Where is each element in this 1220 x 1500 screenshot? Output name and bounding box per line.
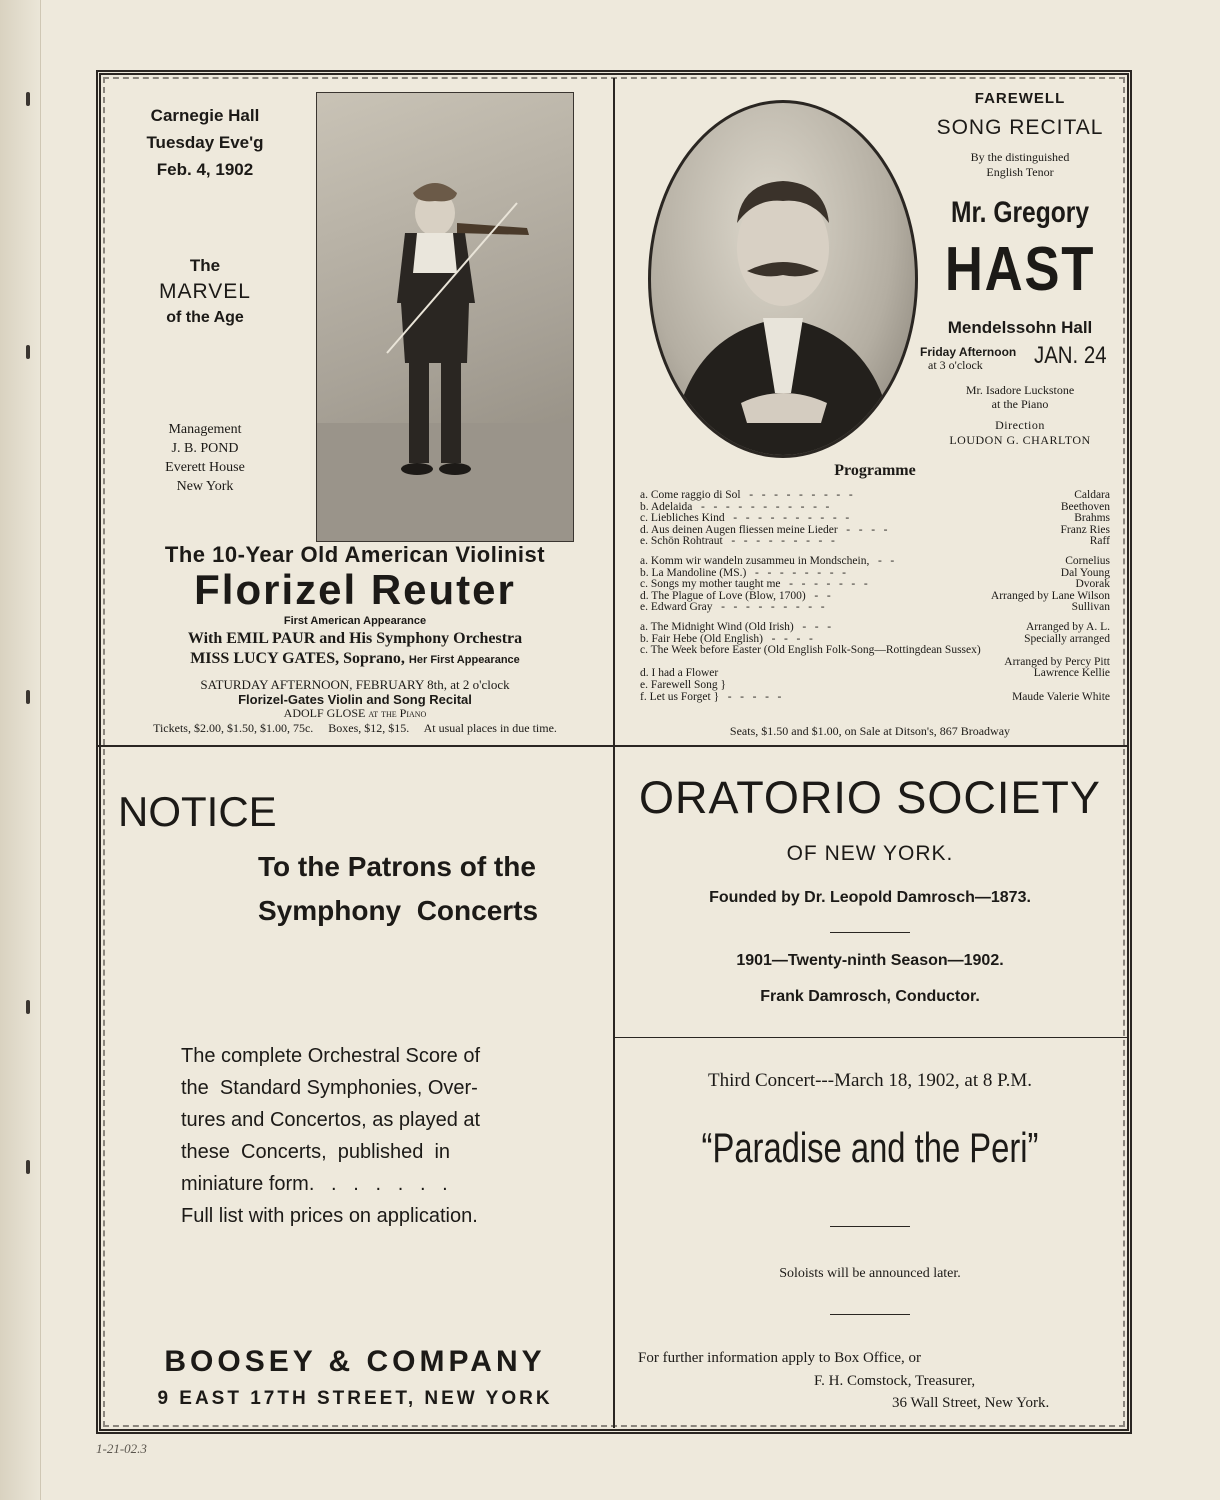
tenor-surname: HAST bbox=[944, 235, 1096, 304]
programme-piece: c. The Week before Easter (Old English Folk-Song—Rottingdean Sussex) bbox=[640, 644, 981, 657]
company-name: BOOSEY & COMPANY bbox=[164, 1345, 546, 1378]
venue-line: Feb. 4, 1902 bbox=[156, 160, 254, 179]
direction-block bbox=[912, 418, 1128, 448]
patrons-line: To the Patrons of the bbox=[258, 851, 536, 882]
tagline-line: The bbox=[189, 256, 221, 275]
programme-composer: Arranged by Lane Wilson bbox=[990, 589, 1110, 602]
first-appearance: First American Appearance bbox=[283, 615, 427, 627]
by-line-text: English Tenor bbox=[986, 165, 1054, 179]
tagline-block bbox=[140, 254, 270, 330]
pianist-block bbox=[912, 383, 1128, 411]
concert-line: Third Concert---March 18, 1902, at 8 P.M. bbox=[708, 1070, 1032, 1091]
saturday-line: SATURDAY AFTERNOON, FEBRUARY 8th, at 2 o'clock bbox=[200, 677, 510, 692]
recital-line: Florizel-Gates Violin and Song Recital bbox=[238, 692, 472, 707]
boosey-body bbox=[181, 1040, 521, 1232]
programme-composer: Raff bbox=[1089, 535, 1110, 548]
binding-stitch bbox=[26, 1000, 30, 1014]
section-rule bbox=[613, 1037, 1128, 1038]
society-subtitle: OF NEW YORK. bbox=[786, 842, 954, 865]
management-block bbox=[130, 420, 280, 496]
patrons-block bbox=[258, 845, 538, 933]
info-line: F. H. Comstock, Treasurer, bbox=[814, 1373, 976, 1389]
programme-piece: a. The Midnight Wind (Old Irish) - - - bbox=[640, 621, 832, 633]
binding-stitch bbox=[26, 690, 30, 704]
programme-composer: Maude Valerie White bbox=[1012, 690, 1110, 703]
body-line: Full list with prices on application. bbox=[181, 1205, 478, 1227]
recital-date: JAN. 24 bbox=[1034, 342, 1107, 369]
conductor-line: Frank Damrosch, Conductor. bbox=[760, 988, 980, 1005]
info-line: For further information apply to Box Office, or bbox=[638, 1350, 921, 1366]
body-line: miniature form. . . . . . . bbox=[181, 1173, 448, 1195]
by-line-text: By the distinguished bbox=[970, 150, 1070, 164]
soprano-note: Her First Appearance bbox=[408, 654, 520, 666]
programme-piece: e. Schön Rohtraut - - - - - - - - - bbox=[640, 535, 835, 548]
programme-composer: Arranged by A. L. bbox=[1026, 621, 1110, 633]
programme-piece: c. Liebliches Kind - - - - - - - - - - bbox=[640, 512, 850, 525]
direction-line: LOUDON G. CHARLTON bbox=[949, 433, 1091, 447]
management-line: J. B. POND bbox=[171, 441, 239, 456]
soloists-line: Soloists will be announced later. bbox=[779, 1266, 961, 1281]
programme-composer: Lawrence Kellie bbox=[1033, 667, 1110, 680]
programme-piece: c. Songs my mother taught me - - - - - - - bbox=[640, 578, 868, 591]
pianist-line: at the Piano bbox=[991, 397, 1049, 411]
programme-piece: d. Aus deinen Augen fliessen meine Lieder - - - - bbox=[640, 523, 888, 536]
season-line: 1901—Twenty-ninth Season—1902. bbox=[736, 952, 1004, 969]
programme-composer: Arranged by Percy Pitt bbox=[1004, 655, 1110, 668]
by-line bbox=[920, 150, 1120, 180]
programme-composer: Dal Young bbox=[1060, 566, 1110, 579]
programme-composer: Franz Ries bbox=[1060, 523, 1110, 536]
work-title: “Paradise and the Peri” bbox=[701, 1124, 1039, 1171]
body-line: the Standard Symphonies, Over- bbox=[181, 1077, 478, 1099]
headline: The 10-Year Old American Violinist bbox=[164, 542, 546, 567]
programme-composer: Specially arranged bbox=[1024, 632, 1110, 645]
binding-stitch bbox=[26, 92, 30, 106]
hall-name: Mendelssohn Hall bbox=[947, 318, 1093, 337]
binding-edge bbox=[0, 0, 41, 1500]
farewell-label: FAREWELL bbox=[974, 90, 1066, 107]
time-label: at 3 o'clock bbox=[928, 358, 983, 372]
binding-stitch bbox=[26, 1160, 30, 1174]
pianist-line: Mr. Isadore Luckstone bbox=[965, 383, 1075, 397]
tickets-line: Tickets, $2.00, $1.50, $1.00, 75c. Boxes, $12, $15. At usual places in due time. bbox=[153, 721, 557, 735]
soprano-name: MISS LUCY GATES, Soprano, bbox=[190, 650, 405, 667]
programme-piece: e. Farewell Song } bbox=[640, 679, 727, 691]
tenor-first-name: Mr. Gregory bbox=[950, 196, 1090, 229]
programme-composer: Caldara bbox=[1074, 489, 1110, 501]
venue-line: Tuesday Eve'g bbox=[146, 133, 264, 152]
programme-composer: Cornelius bbox=[1065, 555, 1110, 567]
programme-composer: Brahms bbox=[1074, 512, 1110, 525]
society-title: ORATORIO SOCIETY bbox=[639, 772, 1101, 823]
company-address: 9 EAST 17TH STREET, NEW YORK bbox=[157, 1388, 553, 1409]
song-recital-label: SONG RECITAL bbox=[936, 116, 1104, 139]
founded-line: Founded by Dr. Leopold Damrosch—1873. bbox=[709, 889, 1031, 906]
programme-piece: b. Fair Hebe (Old English) - - - - bbox=[640, 632, 813, 645]
venue-block bbox=[120, 102, 290, 183]
binding-stitch bbox=[26, 345, 30, 359]
programme-composer: Dvorak bbox=[1075, 578, 1110, 591]
programme-title: Programme bbox=[834, 462, 916, 479]
tagline-marvel: MARVEL bbox=[159, 280, 251, 303]
soprano-line bbox=[100, 650, 610, 668]
programme-piece: a. Come raggio di Sol - - - - - - - - - bbox=[640, 489, 853, 501]
programme-piece: b. Adelaida - - - - - - - - - - - bbox=[640, 500, 830, 513]
tagline-line: of the Age bbox=[166, 309, 244, 326]
violinist-photo bbox=[316, 92, 574, 542]
programme-composer: Sullivan bbox=[1071, 601, 1110, 614]
management-line: Management bbox=[168, 422, 242, 437]
seats-line: Seats, $1.50 and $1.00, on Sale at Ditson's, 867 Broadway bbox=[729, 724, 1011, 738]
programme-piece: d. I had a Flower bbox=[640, 667, 719, 680]
tenor-portrait bbox=[648, 100, 918, 458]
management-line: New York bbox=[176, 479, 234, 494]
row-divider bbox=[98, 745, 1128, 747]
programme-piece: f. Let us Forget } - - - - - bbox=[640, 690, 782, 703]
handwritten-note: 1-21-02.3 bbox=[96, 1441, 147, 1456]
info-line: 36 Wall Street, New York. bbox=[892, 1395, 1050, 1411]
direction-line: Direction bbox=[995, 418, 1045, 432]
separator-rule bbox=[830, 932, 910, 933]
programme-piece: b. La Mandoline (MS.) - - - - - - - - bbox=[640, 566, 846, 579]
management-line: Everett House bbox=[165, 460, 245, 475]
venue-line: Carnegie Hall bbox=[150, 106, 260, 125]
programme-piece: d. The Plague of Love (Blow, 1700) - - bbox=[640, 589, 831, 602]
orchestra-line: With EMIL PAUR and His Symphony Orchestra bbox=[187, 630, 523, 647]
programme-piece: a. Komm wir wandeln zusammeu in Mondschein, - - bbox=[640, 555, 895, 567]
programme-composer: Beethoven bbox=[1060, 500, 1110, 513]
body-line: these Concerts, published in bbox=[181, 1141, 451, 1163]
notice-heading: NOTICE bbox=[118, 788, 277, 835]
column-divider bbox=[613, 78, 615, 1428]
day-time bbox=[920, 346, 1030, 372]
patrons-line: Symphony Concerts bbox=[258, 895, 539, 926]
programme-piece: e. Edward Gray - - - - - - - - - bbox=[640, 601, 825, 614]
violinist-name: Florizel Reuter bbox=[194, 566, 516, 613]
piano-line: ADOLF GLOSE at the Piano bbox=[283, 706, 427, 720]
separator-rule bbox=[830, 1226, 910, 1227]
separator-rule bbox=[830, 1314, 910, 1315]
body-line: tures and Concertos, as played at bbox=[181, 1109, 481, 1131]
body-line: The complete Orchestral Score of bbox=[181, 1045, 481, 1067]
day-label: Friday Afternoon bbox=[920, 345, 1017, 359]
